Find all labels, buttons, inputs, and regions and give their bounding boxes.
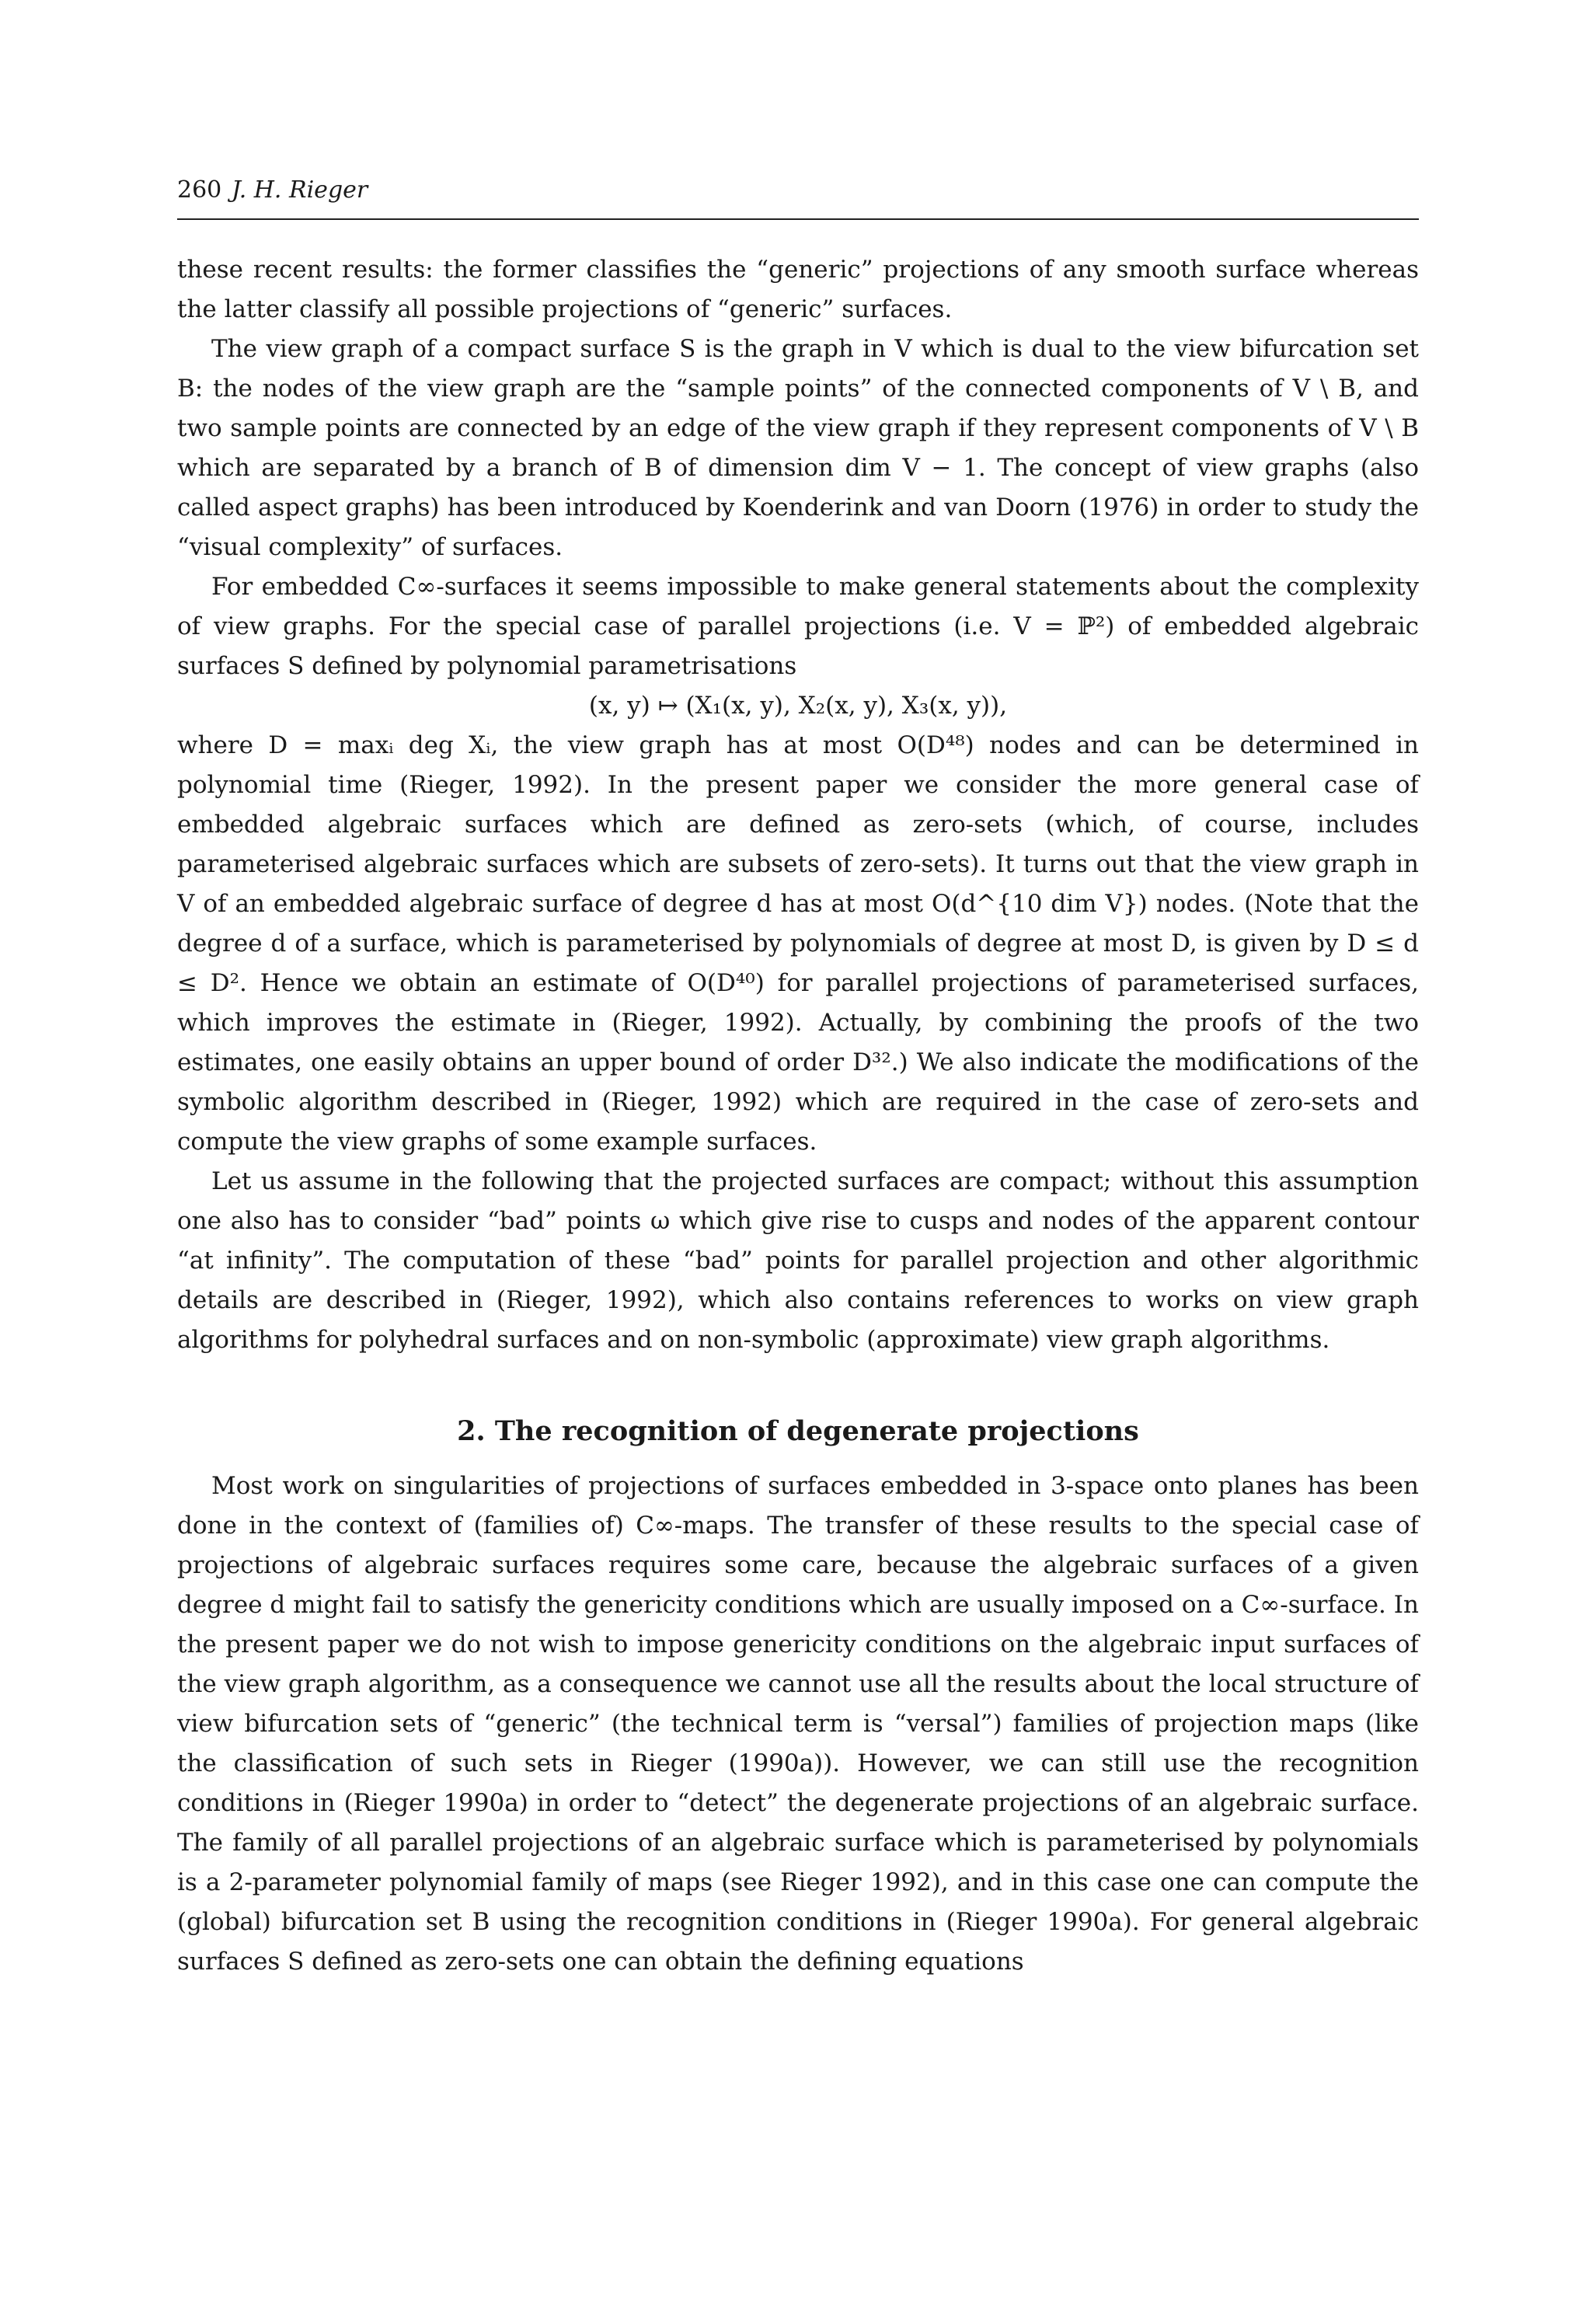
paragraph-view-graph: The view graph of a compact surface S is the graph in V which is dual to the view bifurcation set B: the nodes of the view graph are the “sample points” of the connected components of V \ B, and two sample points are connected by an edge of the view graph if they represent components of V \ B which are separated by a branch of B of dimension dim V − 1. The concept of view graphs (also called aspect graphs) has been introduced by Koenderink and van Doorn (1976) in order to study the “visual complexity” of surfaces.: [177, 335, 1419, 561]
section-paragraph-1: Most work on singularities of projections of surfaces embedded in 3-space onto planes has been done in the context of (families of) C∞-maps. The transfer of these results to the special case of projections of algebraic surfaces requires some care, because the algebraic surfaces of a given degree d might fail to satisfy the genericity conditions which are usually imposed on a C∞-surface. In the present paper we do not wish to impose genericity conditions on the algebraic input surfaces of the view graph algorithm, as a consequence we cannot use all the results about the local structure of view bifurcation sets of “generic” (the technical term is “versal”) families of projection maps (like the classification of such sets in Rieger (1990a)). However, we can still use the recognition conditions in (Rieger 1990a) in order to “detect” the degenerate projections of an algebraic surface. The family of all parallel projections of an algebraic surface which is parameterised by polynomials is a 2-parameter polynomial family of maps (see Rieger 1992), and in this case one can compute the (global) bifurcation set B using the recognition conditions in (Rieger 1990a). For general algebraic surfaces S defined as zero-sets one can obtain the defining equations: [177, 1472, 1419, 1976]
body-text: [177, 250, 1419, 1982]
running-author: J. H. Rieger: [232, 176, 368, 204]
paragraph-embedded-intro: For embedded C∞-surfaces it seems impossible to make general statements about the complexity of view graphs. For the special case of parallel projections (i.e. V = ℙ²) of embedded algebraic surfaces S defined by polynomial parametrisations: [177, 573, 1419, 680]
page-number: 260: [177, 176, 222, 204]
header-rule: [177, 218, 1419, 220]
running-header: [177, 176, 1419, 205]
paragraph-compact-assumption: Let us assume in the following that the projected surfaces are compact; without this assumption one also has to consider “bad” points ω which give rise to cusps and nodes of the apparent contour “at infinity”. The computation of these “bad” points for parallel projection and other algorithmic details are described in (Rieger, 1992), which also contains references to works on view graph algorithms for polyhedral surfaces and on non-symbolic (approximate) view graph algorithms.: [177, 1167, 1419, 1354]
section-heading: 2. The recognition of degenerate projections: [457, 1415, 1139, 1447]
paragraph-1: these recent results: the former classifies the “generic” projections of any smooth surface whereas the latter classify all possible projections of “generic” surfaces.: [177, 256, 1419, 323]
paragraph-embedded-cont: where D = maxᵢ deg Xᵢ, the view graph has at most O(D⁴⁸) nodes and can be determined in polynomial time (Rieger, 1992). In the present paper we consider the more general case of embedded algebraic surfaces which are defined as zero-sets (which, of course, includes parameterised algebraic surfaces which are subsets of zero-sets). It turns out that the view graph in V of an embedded algebraic surface of degree d has at most O(d^{10 dim V}) nodes. (Note that the degree d of a surface, which is parameterised by polynomials of degree at most D, is given by D ≤ d ≤ D². Hence we obtain an estimate of O(D⁴⁰) for parallel projections of parameterised surfaces, which improves the estimate in (Rieger, 1992). Actually, by combining the proofs of the two estimates, one easily obtains an upper bound of order D³².) We also indicate the modifications of the symbolic algorithm described in (Rieger, 1992) which are required in the case of zero-sets and compute the view graphs of some example surfaces.: [177, 731, 1419, 1156]
display-formula: (x, y) ↦ (X₁(x, y), X₂(x, y), X₃(x, y)),: [588, 692, 1008, 720]
